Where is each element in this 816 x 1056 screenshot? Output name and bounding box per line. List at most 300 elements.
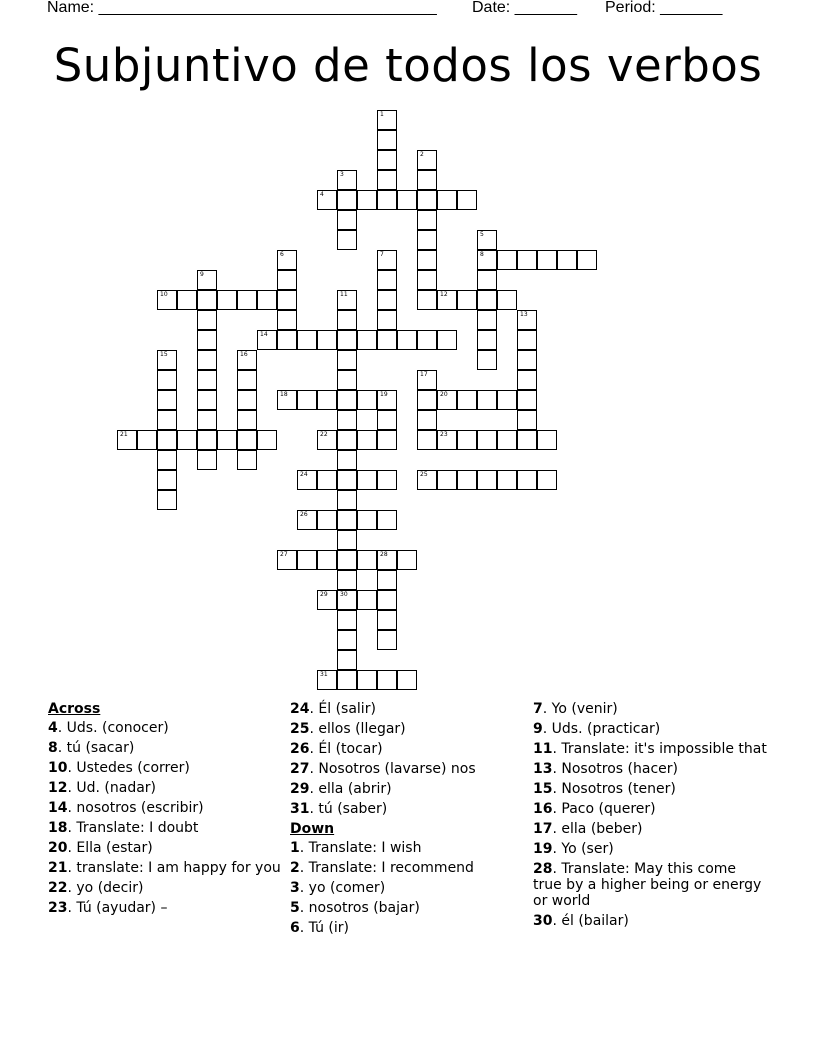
crossword-cell[interactable] bbox=[377, 150, 397, 170]
crossword-cell[interactable] bbox=[377, 570, 397, 590]
crossword-cell[interactable] bbox=[417, 170, 437, 190]
crossword-cell[interactable] bbox=[197, 330, 217, 350]
clue-number: 12 bbox=[48, 780, 68, 796]
clue-item: 20. Ella (estar) bbox=[48, 840, 153, 856]
crossword-cell[interactable] bbox=[377, 190, 397, 210]
clue-text: tú (saber) bbox=[318, 801, 388, 817]
crossword-cell[interactable] bbox=[197, 310, 217, 330]
crossword-cell[interactable] bbox=[277, 270, 297, 290]
clue-item: 7. Yo (venir) bbox=[533, 701, 618, 717]
cell-number: 24 bbox=[300, 471, 308, 478]
crossword-cell[interactable] bbox=[497, 290, 517, 310]
clue-item: 24. Él (salir) bbox=[290, 701, 376, 717]
clue-text: Uds. (conocer) bbox=[66, 720, 169, 736]
cell-number: 4 bbox=[320, 191, 324, 198]
crossword-cell[interactable] bbox=[157, 290, 177, 310]
page-title: Subjuntivo de todos los verbos bbox=[53, 39, 763, 92]
crossword-cell[interactable] bbox=[197, 430, 217, 450]
crossword-cell[interactable] bbox=[297, 550, 317, 570]
crossword-cell[interactable] bbox=[517, 350, 537, 370]
crossword-cell[interactable] bbox=[337, 590, 357, 610]
clue-number: 18 bbox=[48, 820, 68, 836]
clues-column-1 bbox=[48, 701, 288, 920]
crossword-cell[interactable] bbox=[477, 390, 497, 410]
crossword-cell[interactable] bbox=[277, 390, 297, 410]
clue-text: Translate: I wish bbox=[308, 840, 422, 856]
cell-number: 8 bbox=[480, 251, 484, 258]
clue-text: Tú (ayudar) – bbox=[76, 900, 168, 916]
crossword-cell[interactable] bbox=[197, 450, 217, 470]
clue-item: 6. Tú (ir) bbox=[290, 920, 349, 936]
crossword-cell[interactable] bbox=[337, 170, 357, 190]
crossword-cell[interactable] bbox=[377, 430, 397, 450]
clue-item: 18. Translate: I doubt bbox=[48, 820, 199, 836]
crossword-cell[interactable] bbox=[377, 330, 397, 350]
crossword-cell[interactable] bbox=[377, 610, 397, 630]
clue-number: 17 bbox=[533, 821, 553, 837]
clue-number: 1 bbox=[290, 840, 300, 856]
crossword-cell[interactable] bbox=[377, 270, 397, 290]
cell-number: 6 bbox=[280, 251, 284, 258]
crossword-cell[interactable] bbox=[157, 490, 177, 510]
clue-number: 21 bbox=[48, 860, 68, 876]
crossword-cell[interactable] bbox=[477, 470, 497, 490]
crossword-cell[interactable] bbox=[397, 550, 417, 570]
crossword-cell[interactable] bbox=[357, 390, 377, 410]
crossword-cell[interactable] bbox=[137, 430, 157, 450]
crossword-cell[interactable] bbox=[337, 410, 357, 430]
cell-number: 2 bbox=[420, 151, 424, 158]
crossword-cell[interactable] bbox=[337, 670, 357, 690]
cell-number: 31 bbox=[320, 671, 328, 678]
crossword-cell[interactable] bbox=[317, 330, 337, 350]
crossword-cell[interactable] bbox=[417, 330, 437, 350]
clue-number: 9 bbox=[533, 721, 543, 737]
crossword-cell[interactable] bbox=[237, 350, 257, 370]
crossword-cell[interactable] bbox=[377, 110, 397, 130]
clue-text: ellos (llegar) bbox=[318, 721, 406, 737]
clue-item: 19. Yo (ser) bbox=[533, 841, 614, 857]
clue-text: Él (salir) bbox=[318, 701, 376, 717]
crossword-cell[interactable] bbox=[437, 390, 457, 410]
crossword-cell[interactable] bbox=[317, 390, 337, 410]
clue-item: 17. ella (beber) bbox=[533, 821, 643, 837]
clue-number: 31 bbox=[290, 801, 310, 817]
clue-number: 28 bbox=[533, 861, 553, 877]
cell-number: 19 bbox=[380, 391, 388, 398]
crossword-cell[interactable] bbox=[377, 590, 397, 610]
clue-number: 22 bbox=[48, 880, 68, 896]
crossword-cell[interactable] bbox=[417, 390, 437, 410]
crossword-cell[interactable] bbox=[377, 290, 397, 310]
cell-number: 17 bbox=[420, 371, 428, 378]
cell-number: 18 bbox=[280, 391, 288, 398]
clue-text: Uds. (practicar) bbox=[551, 721, 661, 737]
clue-section-heading: Across bbox=[48, 701, 101, 717]
clue-number: 29 bbox=[290, 781, 310, 797]
clue-number: 7 bbox=[533, 701, 543, 717]
crossword-cell[interactable] bbox=[237, 290, 257, 310]
clue-text: Translate: it's impossible that bbox=[561, 741, 767, 757]
crossword-cell[interactable] bbox=[157, 430, 177, 450]
crossword-cell[interactable] bbox=[357, 430, 377, 450]
clue-number: 3 bbox=[290, 880, 300, 896]
cell-number: 27 bbox=[280, 551, 288, 558]
clue-text: Tú (ir) bbox=[308, 920, 349, 936]
crossword-cell[interactable] bbox=[317, 190, 337, 210]
crossword-cell[interactable] bbox=[277, 250, 297, 270]
cell-number: 21 bbox=[120, 431, 128, 438]
crossword-cell[interactable] bbox=[337, 350, 357, 370]
crossword-cell[interactable] bbox=[417, 250, 437, 270]
crossword-cell[interactable] bbox=[337, 470, 357, 490]
cell-number: 14 bbox=[260, 331, 268, 338]
crossword-cell[interactable] bbox=[497, 250, 517, 270]
crossword-cell[interactable] bbox=[557, 250, 577, 270]
crossword-cell[interactable] bbox=[237, 430, 257, 450]
clue-item: 14. nosotros (escribir) bbox=[48, 800, 204, 816]
crossword-cell[interactable] bbox=[437, 190, 457, 210]
clue-item: 8. tú (sacar) bbox=[48, 740, 135, 756]
crossword-cell[interactable] bbox=[337, 650, 357, 670]
clue-text: ella (abrir) bbox=[318, 781, 392, 797]
crossword-cell[interactable] bbox=[337, 310, 357, 330]
crossword-cell[interactable] bbox=[377, 130, 397, 150]
cell-number: 23 bbox=[440, 431, 448, 438]
crossword-cell[interactable] bbox=[397, 190, 417, 210]
clue-text: yo (comer) bbox=[308, 880, 386, 896]
crossword-cell[interactable] bbox=[377, 250, 397, 270]
crossword-cell[interactable] bbox=[357, 190, 377, 210]
crossword-cell[interactable] bbox=[477, 290, 497, 310]
cell-number: 20 bbox=[440, 391, 448, 398]
clue-number: 27 bbox=[290, 761, 310, 777]
clue-item: 21. translate: I am happy for you bbox=[48, 860, 281, 876]
crossword-cell[interactable] bbox=[357, 510, 377, 530]
clue-text: yo (decir) bbox=[76, 880, 144, 896]
crossword-cell[interactable] bbox=[457, 430, 477, 450]
clue-item: 12. Ud. (nadar) bbox=[48, 780, 157, 796]
clue-item: 10. Ustedes (correr) bbox=[48, 760, 190, 776]
crossword-cell[interactable] bbox=[377, 310, 397, 330]
clue-number: 19 bbox=[533, 841, 553, 857]
crossword-cell[interactable] bbox=[197, 410, 217, 430]
clue-item: 3. yo (comer) bbox=[290, 880, 386, 896]
crossword-cell[interactable] bbox=[477, 250, 497, 270]
clue-item: 15. Nosotros (tener) bbox=[533, 781, 676, 797]
crossword-cell[interactable] bbox=[497, 390, 517, 410]
clues-column-3 bbox=[533, 701, 768, 933]
crossword-cell[interactable] bbox=[497, 430, 517, 450]
crossword-cell[interactable] bbox=[277, 330, 297, 350]
cell-number: 1 bbox=[380, 111, 384, 118]
crossword-cell[interactable] bbox=[417, 210, 437, 230]
crossword-cell[interactable] bbox=[417, 150, 437, 170]
crossword-cell[interactable] bbox=[157, 370, 177, 390]
clue-number: 6 bbox=[290, 920, 300, 936]
crossword-cell[interactable] bbox=[337, 570, 357, 590]
clue-number: 30 bbox=[533, 913, 553, 929]
crossword-cell[interactable] bbox=[117, 430, 137, 450]
cell-number: 28 bbox=[380, 551, 388, 558]
crossword-cell[interactable] bbox=[357, 550, 377, 570]
clue-text: Nosotros (tener) bbox=[561, 781, 676, 797]
clue-number: 11 bbox=[533, 741, 553, 757]
crossword-cell[interactable] bbox=[537, 430, 557, 450]
crossword-cell[interactable] bbox=[337, 330, 357, 350]
cell-number: 7 bbox=[380, 251, 384, 258]
crossword-cell[interactable] bbox=[337, 190, 357, 210]
crossword-cell[interactable] bbox=[317, 470, 337, 490]
crossword-cell[interactable] bbox=[357, 670, 377, 690]
crossword-cell[interactable] bbox=[517, 370, 537, 390]
clue-section-heading: Down bbox=[290, 821, 335, 837]
crossword-cell[interactable] bbox=[337, 430, 357, 450]
clue-item: 9. Uds. (practicar) bbox=[533, 721, 661, 737]
crossword-cell[interactable] bbox=[517, 250, 537, 270]
clue-number: 4 bbox=[48, 720, 58, 736]
crossword-cell[interactable] bbox=[477, 230, 497, 250]
crossword-cell[interactable] bbox=[337, 390, 357, 410]
clue-text: nosotros (bajar) bbox=[308, 900, 420, 916]
crossword-cell[interactable] bbox=[457, 390, 477, 410]
clue-item: 11. Translate: it's impossible that bbox=[533, 741, 767, 757]
crossword-cell[interactable] bbox=[417, 430, 437, 450]
clue-text: Yo (venir) bbox=[551, 701, 618, 717]
crossword-cell[interactable] bbox=[357, 590, 377, 610]
cell-number: 13 bbox=[520, 311, 528, 318]
clue-text: Paco (querer) bbox=[561, 801, 656, 817]
crossword-cell[interactable] bbox=[297, 390, 317, 410]
clue-text: Nosotros (hacer) bbox=[561, 761, 678, 777]
crossword-cell[interactable] bbox=[197, 290, 217, 310]
clue-item: 28. Translate: May this come true by a higher being or energy or world bbox=[533, 861, 762, 909]
clue-item: 31. tú (saber) bbox=[290, 801, 388, 817]
crossword-cell[interactable] bbox=[377, 410, 397, 430]
clue-text: Translate: May this come true by a higher being or energy or world bbox=[533, 861, 762, 909]
clue-text: Él (tocar) bbox=[318, 741, 383, 757]
clue-text: Translate: I doubt bbox=[76, 820, 199, 836]
crossword-cell[interactable] bbox=[197, 350, 217, 370]
crossword-cell[interactable] bbox=[357, 470, 377, 490]
crossword-cell[interactable] bbox=[377, 390, 397, 410]
clue-text: Yo (ser) bbox=[561, 841, 614, 857]
crossword-cell[interactable] bbox=[297, 470, 317, 490]
crossword-cell[interactable] bbox=[517, 430, 537, 450]
crossword-cell[interactable] bbox=[437, 430, 457, 450]
crossword-cell[interactable] bbox=[377, 550, 397, 570]
name-field-label[interactable]: Name: ______________________________________ bbox=[47, 0, 437, 16]
crossword-cell[interactable] bbox=[317, 510, 337, 530]
crossword-cell[interactable] bbox=[237, 370, 257, 390]
crossword-cell[interactable] bbox=[157, 450, 177, 470]
clue-item: 22. yo (decir) bbox=[48, 880, 144, 896]
crossword-cell[interactable] bbox=[437, 290, 457, 310]
crossword-cell[interactable] bbox=[157, 410, 177, 430]
crossword-cell[interactable] bbox=[417, 470, 437, 490]
crossword-cell[interactable] bbox=[257, 330, 277, 350]
crossword-cell[interactable] bbox=[277, 550, 297, 570]
crossword-cell[interactable] bbox=[477, 330, 497, 350]
crossword-cell[interactable] bbox=[277, 290, 297, 310]
clue-item: 25. ellos (llegar) bbox=[290, 721, 406, 737]
crossword-cell[interactable] bbox=[417, 290, 437, 310]
crossword-cell[interactable] bbox=[157, 470, 177, 490]
clue-item: 5. nosotros (bajar) bbox=[290, 900, 420, 916]
clue-item: 30. él (bailar) bbox=[533, 913, 629, 929]
date-field-label[interactable]: Date: _______ bbox=[472, 0, 577, 16]
cell-number: 9 bbox=[200, 271, 204, 278]
crossword-cell[interactable] bbox=[177, 430, 197, 450]
crossword-cell[interactable] bbox=[477, 430, 497, 450]
crossword-cell[interactable] bbox=[397, 670, 417, 690]
crossword-cell[interactable] bbox=[477, 270, 497, 290]
cell-number: 29 bbox=[320, 591, 328, 598]
crossword-cell[interactable] bbox=[337, 630, 357, 650]
crossword-cell[interactable] bbox=[377, 470, 397, 490]
clue-number: 14 bbox=[48, 800, 68, 816]
clue-text: Nosotros (lavarse) nos bbox=[318, 761, 476, 777]
crossword-cell[interactable] bbox=[457, 190, 477, 210]
crossword-cell[interactable] bbox=[337, 530, 357, 550]
clue-item: 1. Translate: I wish bbox=[290, 840, 422, 856]
clue-text: Ella (estar) bbox=[76, 840, 153, 856]
clue-item: 16. Paco (querer) bbox=[533, 801, 656, 817]
crossword-cell[interactable] bbox=[157, 350, 177, 370]
crossword-cell[interactable] bbox=[357, 330, 377, 350]
crossword-cell[interactable] bbox=[337, 230, 357, 250]
crossword-cell[interactable] bbox=[257, 290, 277, 310]
crossword-cell[interactable] bbox=[517, 470, 537, 490]
crossword-cell[interactable] bbox=[337, 550, 357, 570]
crossword-cell[interactable] bbox=[437, 330, 457, 350]
crossword-cell[interactable] bbox=[237, 390, 257, 410]
crossword-cell[interactable] bbox=[297, 510, 317, 530]
crossword-cell[interactable] bbox=[317, 550, 337, 570]
clue-item: 2. Translate: I recommend bbox=[290, 860, 474, 876]
clue-item: 4. Uds. (conocer) bbox=[48, 720, 169, 736]
cell-number: 12 bbox=[440, 291, 448, 298]
clue-text: él (bailar) bbox=[561, 913, 629, 929]
crossword-cell[interactable] bbox=[197, 390, 217, 410]
cell-number: 11 bbox=[340, 291, 348, 298]
crossword-cell[interactable] bbox=[257, 430, 277, 450]
crossword-cell[interactable] bbox=[177, 290, 197, 310]
crossword-cell[interactable] bbox=[317, 590, 337, 610]
clue-number: 13 bbox=[533, 761, 553, 777]
crossword-cell[interactable] bbox=[457, 290, 477, 310]
clue-text: Translate: I recommend bbox=[308, 860, 474, 876]
crossword-cell[interactable] bbox=[437, 470, 457, 490]
clue-number: 24 bbox=[290, 701, 310, 717]
clue-text: tú (sacar) bbox=[66, 740, 135, 756]
crossword-cell[interactable] bbox=[157, 390, 177, 410]
cell-number: 22 bbox=[320, 431, 328, 438]
crossword-cell[interactable] bbox=[377, 630, 397, 650]
clue-number: 25 bbox=[290, 721, 310, 737]
cell-number: 16 bbox=[240, 351, 248, 358]
crossword-cell[interactable] bbox=[297, 330, 317, 350]
cell-number: 25 bbox=[420, 471, 428, 478]
clue-item: 27. Nosotros (lavarse) nos bbox=[290, 761, 476, 777]
crossword-cell[interactable] bbox=[237, 450, 257, 470]
cell-number: 30 bbox=[340, 591, 348, 598]
cell-number: 15 bbox=[160, 351, 168, 358]
crossword-cell[interactable] bbox=[457, 470, 477, 490]
crossword-cell[interactable] bbox=[317, 670, 337, 690]
crossword-cell[interactable] bbox=[577, 250, 597, 270]
crossword-cell[interactable] bbox=[377, 170, 397, 190]
clues-column-2 bbox=[290, 701, 530, 940]
crossword-cell[interactable] bbox=[337, 450, 357, 470]
cell-number: 3 bbox=[340, 171, 344, 178]
crossword-cell[interactable] bbox=[337, 510, 357, 530]
clue-number: 8 bbox=[48, 740, 58, 756]
clue-text: Ud. (nadar) bbox=[76, 780, 157, 796]
clue-number: 10 bbox=[48, 760, 68, 776]
crossword-cell[interactable] bbox=[217, 430, 237, 450]
crossword-cell[interactable] bbox=[237, 410, 257, 430]
crossword-cell[interactable] bbox=[497, 470, 517, 490]
crossword-cell[interactable] bbox=[517, 330, 537, 350]
clue-item: 13. Nosotros (hacer) bbox=[533, 761, 678, 777]
crossword-cell[interactable] bbox=[377, 510, 397, 530]
clue-text: nosotros (escribir) bbox=[76, 800, 204, 816]
clue-number: 23 bbox=[48, 900, 68, 916]
clue-item: 23. Tú (ayudar) – bbox=[48, 900, 168, 916]
crossword-cell[interactable] bbox=[197, 270, 217, 290]
crossword-cell[interactable] bbox=[417, 230, 437, 250]
cell-number: 5 bbox=[480, 231, 484, 238]
crossword-cell[interactable] bbox=[417, 270, 437, 290]
clue-number: 20 bbox=[48, 840, 68, 856]
crossword-cell[interactable] bbox=[197, 370, 217, 390]
crossword-cell[interactable] bbox=[417, 410, 437, 430]
crossword-cell[interactable] bbox=[217, 290, 237, 310]
clue-text: Ustedes (correr) bbox=[76, 760, 190, 776]
crossword-cell[interactable] bbox=[337, 490, 357, 510]
clue-text: ella (beber) bbox=[561, 821, 643, 837]
clue-item: 29. ella (abrir) bbox=[290, 781, 392, 797]
clue-text: translate: I am happy for you bbox=[76, 860, 281, 876]
cell-number: 26 bbox=[300, 511, 308, 518]
period-field-label[interactable]: Period: _______ bbox=[605, 0, 723, 16]
crossword-cell[interactable] bbox=[477, 310, 497, 330]
crossword-cell[interactable] bbox=[277, 310, 297, 330]
crossword-cell[interactable] bbox=[337, 370, 357, 390]
clue-number: 2 bbox=[290, 860, 300, 876]
clue-number: 5 bbox=[290, 900, 300, 916]
crossword-cell[interactable] bbox=[417, 370, 437, 390]
clue-number: 26 bbox=[290, 741, 310, 757]
crossword-cell[interactable] bbox=[337, 290, 357, 310]
crossword-cell[interactable] bbox=[517, 310, 537, 330]
crossword-cell[interactable] bbox=[397, 330, 417, 350]
crossword-cell[interactable] bbox=[317, 430, 337, 450]
clue-number: 15 bbox=[533, 781, 553, 797]
crossword-cell[interactable] bbox=[537, 250, 557, 270]
crossword-cell[interactable] bbox=[337, 610, 357, 630]
crossword-cell[interactable] bbox=[517, 410, 537, 430]
clue-item: 26. Él (tocar) bbox=[290, 741, 383, 757]
crossword-cell[interactable] bbox=[377, 670, 397, 690]
clue-number: 16 bbox=[533, 801, 553, 817]
crossword-cell[interactable] bbox=[337, 210, 357, 230]
crossword-cell[interactable] bbox=[537, 470, 557, 490]
crossword-cell[interactable] bbox=[517, 390, 537, 410]
crossword-cell[interactable] bbox=[417, 190, 437, 210]
crossword-cell[interactable] bbox=[477, 350, 497, 370]
